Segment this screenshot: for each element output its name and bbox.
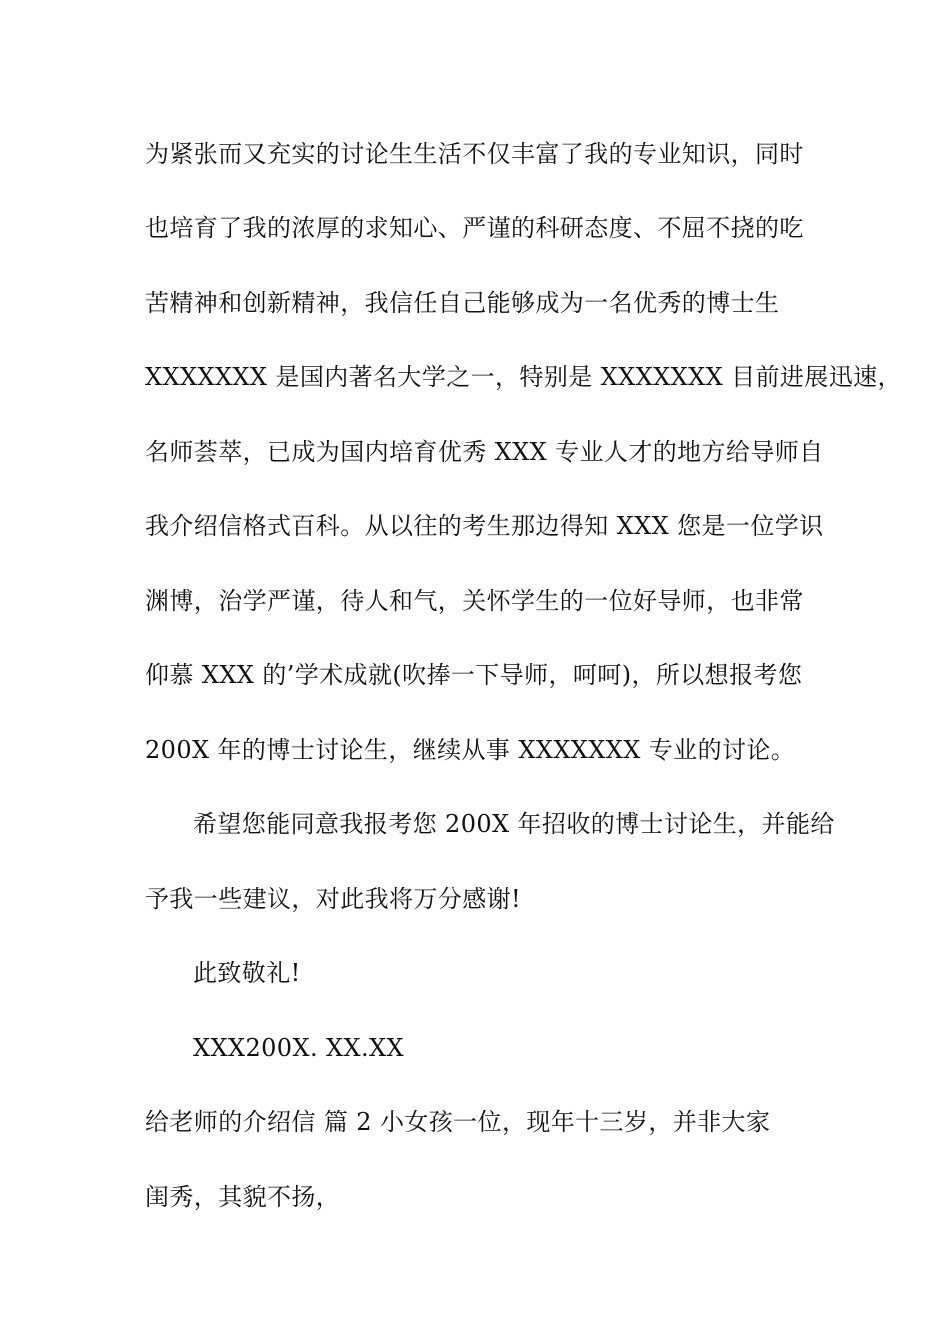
text-line: 也培育了我的浓厚的求知心、严谨的科研态度、不屈不挠的吃 <box>145 214 804 242</box>
signature-date: XXX200X. XX.XX <box>193 1034 404 1062</box>
text-line: 渊博，治学严谨，待人和气，关怀学生的一位好导师，也非常 <box>145 587 804 615</box>
text-line: 苦精神和创新精神，我信任自己能够成为一名优秀的博士生 <box>145 289 780 317</box>
section-heading-line: 给老师的介绍信 篇 2 小女孩一位，现年十三岁，并非大家 <box>145 1108 771 1136</box>
text-line: 闺秀，其貌不扬， <box>145 1183 341 1211</box>
text-line: 名师荟萃，已成为国内培育优秀 XXX 专业人才的地方给导师自 <box>145 438 824 466</box>
text-line: XXXXXXX 是国内著名大学之一，特别是 XXXXXXX 目前进展迅速， <box>145 363 902 391</box>
text-line: 予我一些建议，对此我将万分感谢! <box>145 885 522 913</box>
text-line: 我介绍信格式百科。从以往的考生那边得知 XXX 您是一位学识 <box>145 512 824 540</box>
paragraph-line-indented: 希望您能同意我报考您 200X 年招收的博士讨论生，并能给 <box>193 810 835 838</box>
text-line: 为紧张而又充实的讨论生生活不仅丰富了我的专业知识，同时 <box>145 140 804 168</box>
closing-salutation: 此致敬礼! <box>193 959 301 987</box>
text-line: 200X 年的博士讨论生，继续从事 XXXXXXX 专业的讨论。 <box>145 736 796 764</box>
text-line: 仰慕 XXX 的’学术成就(吹捧一下导师，呵呵)，所以想报考您 <box>145 661 803 689</box>
